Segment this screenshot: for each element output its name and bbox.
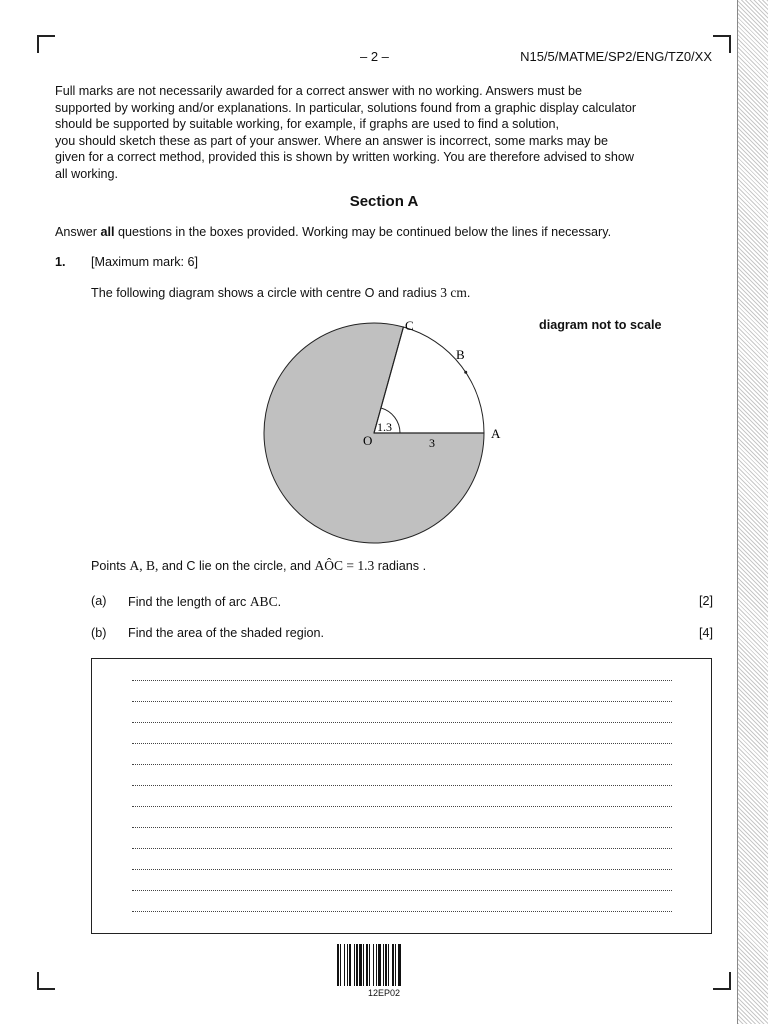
part-b-marks: [4] xyxy=(698,626,713,640)
part-a-text-end: . xyxy=(277,595,282,609)
barcode-bar xyxy=(388,944,389,986)
part-a-marks: [2] xyxy=(698,594,713,608)
barcode-bar xyxy=(340,944,341,986)
paper-code: N15/5/MATME/SP2/ENG/TZ0/XX xyxy=(520,49,712,64)
intro-line: Full marks are not necessarily awarded for a correct answer with no working. Answers must be xyxy=(55,84,583,98)
answer-line xyxy=(132,890,672,891)
answer-line xyxy=(132,869,672,870)
section-title: Section A xyxy=(349,193,419,210)
answer-line xyxy=(132,764,672,765)
answer-line xyxy=(132,722,672,723)
answer-box[interactable] xyxy=(91,658,712,934)
point-b-dot xyxy=(464,371,467,374)
barcode-bar xyxy=(349,944,351,986)
answer-line xyxy=(132,827,672,828)
label-angle: 1.3 xyxy=(377,420,392,434)
label-centre-o: O xyxy=(363,433,373,448)
answer-line xyxy=(132,911,672,912)
question-max-mark: [Maximum mark: 6] xyxy=(91,255,199,269)
barcode-bar xyxy=(376,944,377,986)
barcode-bar xyxy=(356,944,358,986)
intro-line: given for a correct method, provided this is shown by written working. You are therefore advised to show xyxy=(55,150,634,164)
points-statement xyxy=(91,558,426,574)
description-end: . xyxy=(466,286,471,300)
instruction-bold: all xyxy=(100,225,115,239)
barcode-bar xyxy=(366,944,368,986)
barcode-bar xyxy=(354,944,355,986)
question-number: 1. xyxy=(55,255,66,269)
intro-line: you should sketch these as part of your answer. Where an answer is incorrect, some marks may be xyxy=(55,133,608,148)
answer-line xyxy=(132,680,672,681)
part-a-label: (a) xyxy=(91,594,107,608)
part-a-variable: ABC xyxy=(249,594,278,609)
intro-line: all working. xyxy=(55,166,118,181)
points-variables: A, B, xyxy=(129,558,159,573)
barcode-bar xyxy=(359,944,362,986)
label-point-c: C xyxy=(405,318,414,333)
part-a-text xyxy=(128,594,281,610)
intro-line: supported by working and/or explanations. In particular, solutions found from a graphic display calculator xyxy=(55,100,637,115)
points-text-2: and C lie on the circle, and xyxy=(158,559,315,573)
answer-line xyxy=(132,806,672,807)
barcode-bar xyxy=(398,944,401,986)
page-number: – 2 – xyxy=(360,49,389,64)
label-radius: 3 xyxy=(429,436,435,450)
barcode-bar xyxy=(337,944,339,986)
barcode-bar xyxy=(373,944,374,986)
answer-line xyxy=(132,785,672,786)
intro-line: should be supported by suitable working, for example, if graphs are used to find a solution, xyxy=(55,117,560,131)
barcode-bar xyxy=(378,944,381,986)
barcode-bar xyxy=(363,944,364,986)
barcode-bar xyxy=(385,944,387,986)
barcode-bar xyxy=(344,944,345,986)
points-text-3: radians . xyxy=(374,559,427,573)
label-point-a: A xyxy=(491,426,501,441)
instruction-end: questions in the boxes provided. Working may be continued below the lines if necessary. xyxy=(114,225,612,239)
part-b-label: (b) xyxy=(91,626,107,640)
barcode-bar xyxy=(369,944,370,986)
part-a-text-start: Find the length of arc xyxy=(128,595,250,609)
barcode-bar xyxy=(392,944,394,986)
barcode-bar xyxy=(395,944,396,986)
label-point-b: B xyxy=(456,347,465,362)
barcode-bar xyxy=(383,944,384,986)
part-b-text: Find the area of the shaded region. xyxy=(128,626,325,640)
points-angle: AÔC = 1.3 xyxy=(314,558,375,573)
points-text-1: Points xyxy=(91,559,130,573)
diagram-note: diagram not to scale xyxy=(539,318,662,332)
description-radius: 3 cm xyxy=(440,285,467,300)
barcode-bar xyxy=(347,944,348,986)
answer-line xyxy=(132,743,672,744)
answer-line xyxy=(132,848,672,849)
barcode xyxy=(337,944,431,986)
description-text: The following diagram shows a circle with centre O and radius xyxy=(91,286,441,300)
answer-line xyxy=(132,701,672,702)
instruction-start: Answer xyxy=(55,225,101,239)
barcode-label: 12EP02 xyxy=(367,988,401,998)
